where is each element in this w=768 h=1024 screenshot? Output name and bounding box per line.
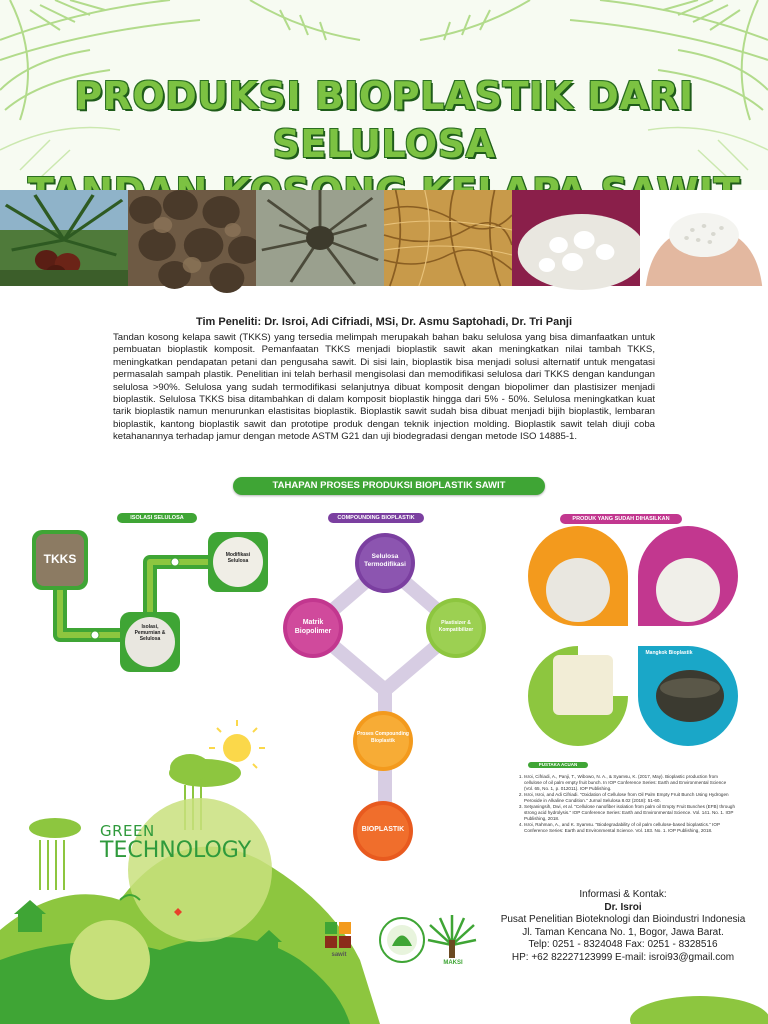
photo-single-bunch (256, 190, 384, 286)
references-list (510, 774, 736, 834)
title-line-1: PRODUKSI BIOPLASTIK DARI SELULOSA (74, 74, 694, 166)
logo-sawit-label: sawit (331, 952, 347, 958)
photo-empty-bunches-pile (128, 190, 256, 286)
logo-maksi (428, 915, 476, 958)
photo-cellulose (512, 190, 640, 286)
product-label-cellulose: Selulosa Termodifikasi (572, 628, 628, 634)
reference-item: 3. Setyaningsih, Dwi, et al. "Cellulose nanofiber isolation from palm oil Empty Fruit Bunches (EFB) through strong acid hydrolysis." IOP Conference Series: Earth and Environmental Science. Vol. 141. No. 1. IOP Publishing, 2018. (524, 804, 736, 822)
products-panel (528, 526, 738, 746)
contact-phone: Telp: 0251 - 8324048 Fax: 0251 - 8328516 (528, 939, 718, 951)
photo-strip (0, 190, 768, 286)
reference-item: 1. Isroi, Cifriadi, A., Panji, T., Wibowo, N. A., & Syamsu, K. (2017, May). Bioplastic production from cellulose of oil palm empty fruit bunch. In IOP Conference Series: Earth and Environmental Science (Vol. 65, No. 1, p. 012011). IOP Publishing. (524, 774, 736, 792)
photo-palm-tree (0, 190, 128, 286)
logo-maksi-label: MAKSI (443, 960, 463, 966)
contact-address: Jl. Taman Kencana No. 1, Bogor, Jawa Barat. (522, 926, 724, 938)
green-text: GREEN (100, 822, 155, 840)
contact-organization: Pusat Penelitian Bioteknologi dan Bioindustri Indonesia (500, 914, 746, 926)
label-compounding: COMPOUNDING BIOPLASTIK (328, 513, 424, 523)
node-modification: Modifikasi Selulosa (225, 552, 251, 564)
node-tkks: TKKS (43, 552, 77, 566)
header-banner (0, 0, 768, 190)
product-label-bowl: Mangkok Bioplastik (645, 650, 693, 656)
contact-block (478, 889, 768, 965)
node-modified-cellulose: Selulosa Termodifikasi (364, 553, 406, 568)
node-plasticizer: Plastisizer & Kompatibilizer (438, 620, 474, 633)
product-label-bag: Kantong Bioplastik (580, 650, 626, 656)
photo-fibers (384, 190, 512, 286)
technology-text: TECHNOLOGY (100, 838, 252, 863)
reference-item: 2. Isroi, Isroi, and Adi Cifriadi. "Oxidation of Cellulose from Oil Palm Empty Fruit Bunch Using Hydrogen Peroxide in Alkaline Condition." Jurnal Selulosa 8.02 (2018): 51-60. (524, 792, 736, 804)
photo-bioplastic-pellets (640, 190, 768, 286)
contact-heading: Informasi & Kontak: (579, 889, 667, 900)
node-isolation: Isolasi, Pemurnian & Selulosa (134, 624, 166, 642)
node-compounding-process: Proses Compounding Bioplastik (357, 731, 409, 744)
logo-research-institute (380, 918, 424, 962)
process-banner: TAHAPAN PROSES PRODUKSI BIOPLASTIK SAWIT (233, 477, 545, 495)
research-team: Tim Peneliti: Dr. Isroi, Adi Cifriadi, MSi, Dr. Asmu Saptohadi, Dr. Tri Panji (195, 316, 573, 328)
node-biopolymer-matrix: Matrik Biopolimer (294, 619, 332, 635)
reference-item: 4. Isroi, Rahman, A., and K. Syamsu. "Biodegradability of oil palm cellulose-based bioplastics." IOP Conference Series: Earth and Environmental Science. Vol. 183. No. 1. IOP Publishing, 2018. (524, 822, 736, 834)
product-label-pellets: Bijih Bioplastik Sawit (647, 628, 699, 634)
references-title: PUSTAKA ACUAN (528, 762, 588, 768)
compounding-flow (283, 533, 486, 861)
label-products: PRODUK YANG SUDAH DIHASILKAN (560, 514, 682, 524)
contact-hp-email: HP: +62 82227123999 E-mail: isroi93@gmail.com (511, 951, 735, 963)
contact-name: Dr. Isroi (604, 901, 642, 913)
node-bioplastic: BIOPLASTIK (361, 826, 405, 833)
label-isolation: ISOLASI SELULOSA (117, 513, 197, 523)
abstract-paragraph: Tandan kosong kelapa sawit (TKKS) yang tersedia melimpah merupakah bahan baku selulosa yang bisa dimanfaatkan untuk pembuatan bioplastik komposit. Pemanfaatan TKKS menjadi bioplastik sawit akan meningkatkan nilai tambah TKKS, meningkatkan pendapatan petani dan pengusaha sawit. Di sisi lain, bioplastik bisa menjadi solusi alternatif untuk mengatasi permasalah sampah plastik. Penelitian ini telah berhasil mengisolasi dan memodifikasi selulosa dari TKKS dengan kandungan selulosa >90%. Selulosa yang sudah termodifikasi selanjutnya dibuat komposit dengan biopolimer dan plastisizer menjadi bioplastik. Selulosa TKKS bisa ditambahkan di dalam komposit bioplastik hingga dari 5% - 50%. Selulosa meningkatkan kuat tarik bioplastik namun menurunkan elastisitas bioplastik. Bioplastik sawit sudah bisa dibuat menjadi bijih bioplastik, lembaran bioplastik, kantong bioplastik sawit dan prototipe produk dengan teknik injection molding. Bioplastik sawit telah diuji coba ketahanannya terhadap jamur dengan metode ASTM G21 dan uji biodegradasi dengan metode ISO 14885-1. (113, 332, 655, 443)
